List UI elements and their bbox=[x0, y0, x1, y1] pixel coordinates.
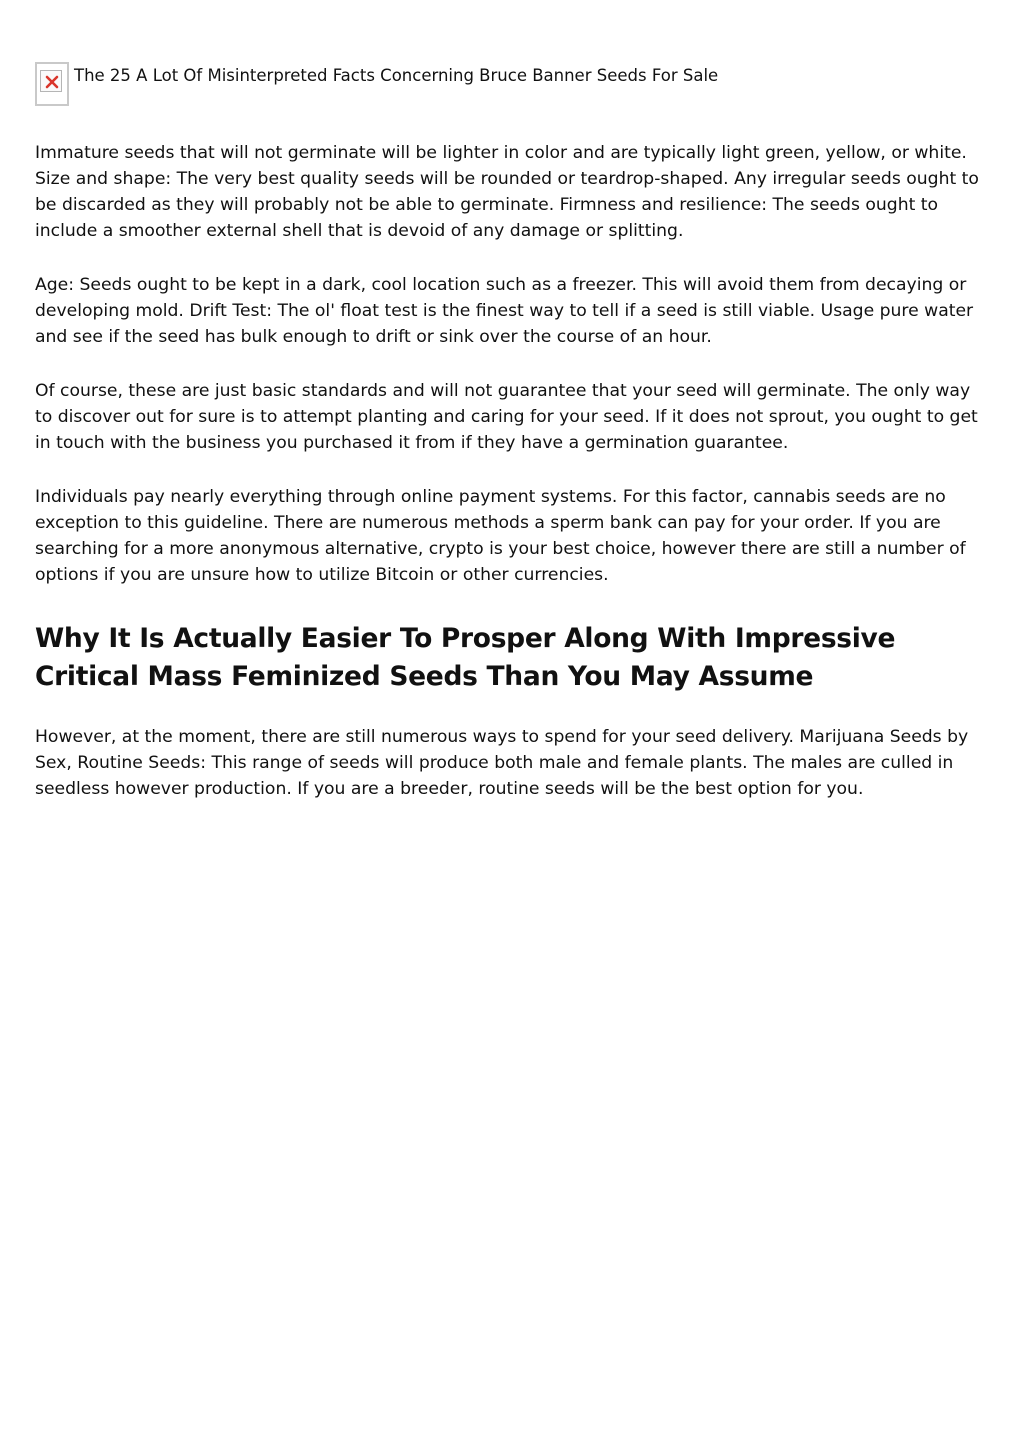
document-page bbox=[35, 62, 980, 802]
paragraph-3: Of course, these are just basic standards and will not guarantee that your seed will germinate. The only way to discover out for sure is to attempt planting and caring for your seed. If it does not sprout, you ought to get in touch with the business you purchased it from if they have a germination guarantee. bbox=[35, 381, 978, 453]
broken-image-icon bbox=[35, 62, 69, 106]
image-frame bbox=[40, 70, 62, 92]
section-heading: Why It Is Actually Easier To Prosper Along With Impressive Critical Mass Feminized Seeds Than You May Assume bbox=[35, 623, 896, 692]
paragraph-2: Age: Seeds ought to be kept in a dark, cool location such as a freezer. This will avoid them from decaying or developing mold. Drift Test: The ol' float test is the finest way to tell if a seed is still viable. Usage pure water and see if the seed has bulk enough to drift or sink over the course of an hour. bbox=[35, 275, 974, 347]
document-header bbox=[35, 62, 980, 110]
paragraph-5: However, at the moment, there are still numerous ways to spend for your seed delivery. Marijuana Seeds by Sex, Routine Seeds: This range of seeds will produce both male and female plants. The males are culled in seedless however production. If you are a breeder, routine seeds will be the best option for you. bbox=[35, 727, 969, 799]
paragraph-1: Immature seeds that will not germinate will be lighter in color and are typically light green, yellow, or white. Size and shape: The very best quality seeds will be rounded or teardrop-shaped. Any irregular seeds ought to be discarded as they will probably not be able to germinate. Firmness and resilience: The seeds ought to include a smoother external shell that is devoid of any damage or splitting. bbox=[35, 143, 979, 241]
paragraph-4: Individuals pay nearly everything through online payment systems. For this factor, cannabis seeds are no exception to this guideline. There are numerous methods a sperm bank can pay for your order. If you are searching for a more anonymous alternative, crypto is your best choice, however there are still a number of options if you are unsure how to utilize Bitcoin or other currencies. bbox=[35, 487, 966, 585]
page-title: The 25 A Lot Of Misinterpreted Facts Concerning Bruce Banner Seeds For Sale bbox=[74, 66, 719, 85]
close-x-icon bbox=[45, 75, 59, 89]
